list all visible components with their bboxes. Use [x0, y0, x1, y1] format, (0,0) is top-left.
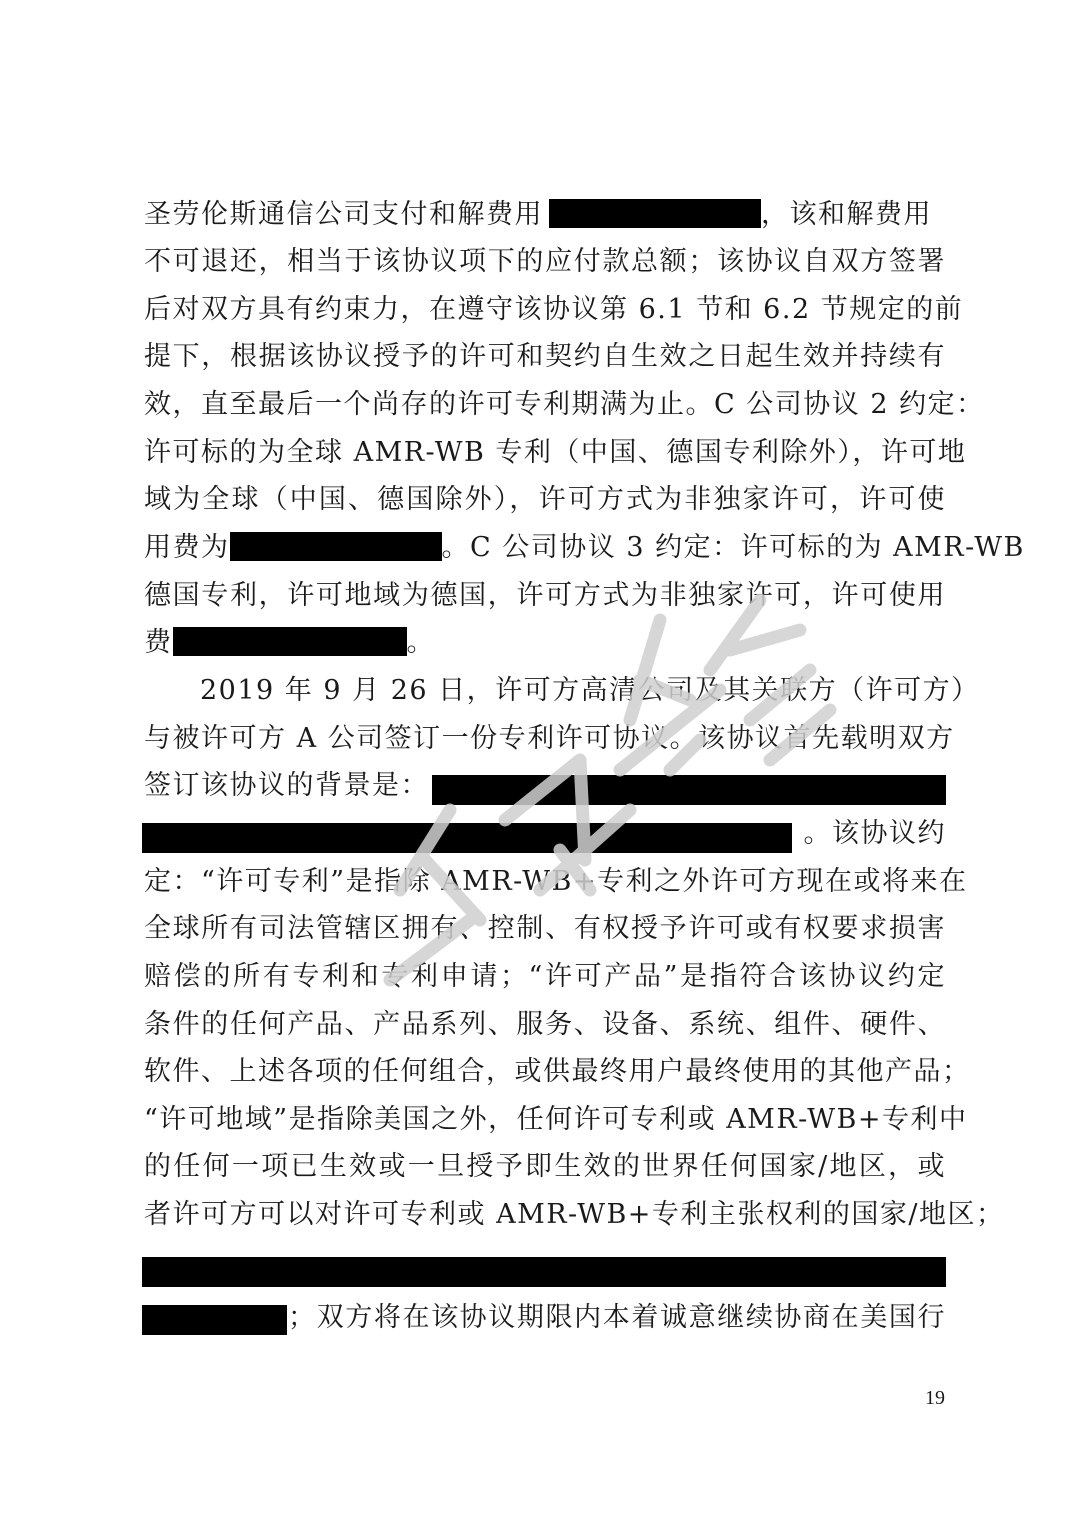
- redaction-block: [549, 199, 761, 228]
- paragraph-first-line: 2019 年 9 月 26 日，许可方高清公司及其关联方（许可方）: [200, 675, 980, 706]
- text-line: 者许可方可以对许可专利或 AMR-WB+专利主张权利的国家/地区；: [144, 1199, 1005, 1230]
- text-line: 提下，根据该协议授予的许可和契约自生效之日起生效并持续有: [144, 341, 946, 372]
- redaction-block: [173, 627, 407, 656]
- text-segment: 费: [144, 627, 173, 658]
- text-line: 德国专利，许可地域为德国，许可方式为非独家许可，许可使用: [144, 580, 946, 611]
- text-line: 不可退还，相当于该协议项下的应付款总额；该协议自双方签署: [144, 246, 946, 277]
- text-line: [144, 817, 946, 851]
- text-segment: 。C 公司协议 3 约定：许可标的为 AMR-WB: [441, 532, 1025, 563]
- text-segment: 圣劳伦斯通信公司支付和解费用: [144, 199, 543, 230]
- text-line: 软件、上述各项的任何组合，或供最终用户最终使用的其他产品；: [144, 1056, 971, 1087]
- text-segment: 用费为: [144, 532, 230, 563]
- text-line: 的任何一项已生效或一旦授予即生效的世界任何国家/地区，或: [144, 1151, 946, 1182]
- text-segment: 。该协议约: [803, 818, 946, 849]
- text-segment: 。: [406, 627, 435, 658]
- redaction-block: [230, 532, 442, 561]
- page-number: 19: [925, 1387, 945, 1409]
- text-line: 许可标的为全球 AMR-WB 专利（中国、德国专利除外），许可地: [144, 437, 967, 468]
- text-line: 效，直至最后一个尚存的许可专利期满为止。C 公司协议 2 约定：: [144, 389, 985, 420]
- text-line: 赔偿的所有专利和专利申请；“许可产品”是指符合该协议约定: [144, 961, 946, 992]
- redaction-block: [432, 775, 946, 805]
- text-line: [144, 626, 946, 660]
- text-line: 条件的任何产品、产品系列、服务、设备、系统、组件、硬件、: [144, 1009, 946, 1040]
- text-segment: ，该和解费用: [761, 199, 932, 230]
- text-line: “许可地域”是指除美国之外，任何许可专利或 AMR-WB+专利中: [144, 1104, 968, 1135]
- redaction-block: [142, 1257, 946, 1287]
- text-line: [144, 198, 946, 232]
- text-line: 全球所有司法管辖区拥有、控制、有权授予许可或有权要求损害: [144, 913, 946, 944]
- text-line: [144, 531, 1025, 565]
- text-segment: 签订该协议的背景是：: [144, 770, 429, 801]
- text-line: 定：“许可专利”是指除 AMR-WB+专利之外许可方现在或将来在: [144, 866, 968, 897]
- text-line: 与被许可方 A 公司签订一份专利许可协议。该协议首先载明双方: [144, 723, 955, 754]
- text-line: ；双方将在该协议期限内本着诚意继续协商在美国行: [288, 1302, 946, 1333]
- text-line: 后对双方具有约束力，在遵守该协议第 6.1 节和 6.2 节规定的前: [144, 294, 964, 325]
- text-line: 域为全球（中国、德国除外），许可方式为非独家许可，许可使: [144, 484, 946, 515]
- redaction-block: [142, 1305, 287, 1335]
